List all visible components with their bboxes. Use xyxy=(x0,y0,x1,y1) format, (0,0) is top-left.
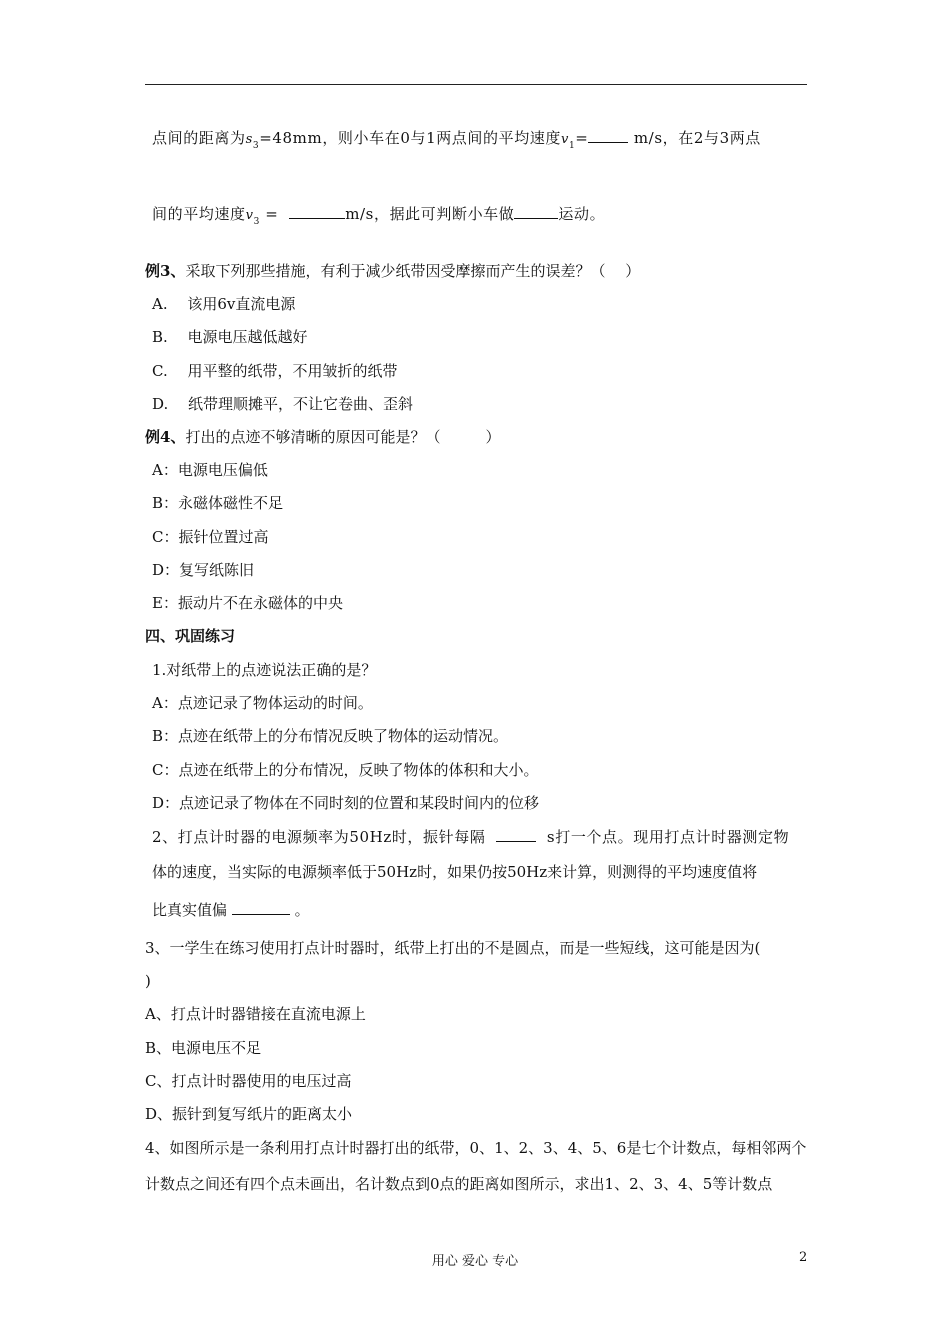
symbol-s3: $s_3$ xyxy=(245,132,260,151)
option-line: D：复写纸陈旧 xyxy=(152,561,255,579)
option-line: A、打点计时器错接在直流电源上 xyxy=(145,1005,366,1023)
question-2-line: 体的速度，当实际的电源频率低于50Hz时，如果仍按50Hz来计算，则测得的平均速度值将 xyxy=(152,863,758,881)
footer-motto: 用心 爱心 专心 xyxy=(431,1254,519,1269)
question-4-line: 计数点之间还有四个点未画出，名计数点到0点的距离如图所示，求出1、2、3、4、5等计数点 xyxy=(145,1175,773,1193)
option-line: C、打点计时器使用的电压过高 xyxy=(145,1072,352,1090)
question-3-paren: ) xyxy=(145,972,151,990)
fill-blank[interactable] xyxy=(232,900,290,915)
text-fragment: = xyxy=(265,205,279,223)
text-fragment: = xyxy=(575,129,589,147)
option-line: A. 该用6v直流电源 xyxy=(152,295,296,313)
option-line: B：点迹在纸带上的分布情况反映了物体的运动情况。 xyxy=(152,727,509,745)
fill-blank[interactable] xyxy=(496,827,536,842)
question-2-line: 比真实值偏 。 xyxy=(152,901,310,919)
symbol-v1: $v_1$ xyxy=(561,132,576,151)
option-line: C：点迹在纸带上的分布情况，反映了物体的体积和大小。 xyxy=(152,761,539,779)
question-2-line: 2、打点计时器的电源频率为50Hz时，振针每隔 s打一个点。现用打点计时器测定物 xyxy=(152,828,790,846)
header-rule xyxy=(145,84,807,85)
text-fragment: 间的平均速度 xyxy=(152,205,246,223)
text-line xyxy=(152,204,605,227)
fill-blank[interactable] xyxy=(289,204,345,219)
option-line: D、振针到复写纸片的距离太小 xyxy=(145,1105,353,1123)
example-4-question: 例4、打出的点迹不够清晰的原因可能是？（ ） xyxy=(145,428,501,446)
question-4-line: 4、如图所示是一条利用打点计时器打出的纸带，0、1、2、3、4、5、6是七个计数点，每相邻两个 xyxy=(145,1139,807,1157)
text-fragment: 运动。 xyxy=(558,205,606,223)
fill-blank[interactable] xyxy=(588,128,628,143)
text-fragment: m/s，据此可判断小车做 xyxy=(345,205,515,223)
option-line: D：点迹记录了物体在不同时刻的位置和某段时间内的位移 xyxy=(152,794,540,812)
page-number: 2 xyxy=(799,1250,808,1265)
option-line: B. 电源电压越低越好 xyxy=(152,328,308,346)
question-3: 3、一学生在练习使用打点计时器时，纸带上打出的不是圆点，而是一些短线，这可能是因为( xyxy=(145,939,761,957)
symbol-v3: $v_3$ xyxy=(245,208,260,227)
option-line: C. 用平整的纸带，不用皱折的纸带 xyxy=(152,362,398,380)
option-line: A：点迹记录了物体运动的时间。 xyxy=(152,694,373,712)
text-fragment: m/s，在2与3两点 xyxy=(633,129,761,147)
text-fragment: =48mm，则小车在0与1两点间的平均速度 xyxy=(259,129,562,147)
text-fragment: 点间的距离为 xyxy=(152,129,246,147)
question-1: 1.对纸带上的点迹说法正确的是？ xyxy=(152,661,377,679)
option-line: C：振针位置过高 xyxy=(152,528,269,546)
option-line: D. 纸带理顺摊平，不让它卷曲、歪斜 xyxy=(152,395,414,413)
option-line: E：振动片不在永磁体的中央 xyxy=(152,594,343,612)
option-line: B、电源电压不足 xyxy=(145,1039,262,1057)
example-3-question: 例3、采取下列那些措施，有利于减少纸带因受摩擦而产生的误差？（ ） xyxy=(145,262,641,280)
option-line: B：永磁体磁性不足 xyxy=(152,494,284,512)
option-line: A：电源电压偏低 xyxy=(152,461,268,479)
section-heading: 四、巩固练习 xyxy=(145,627,236,645)
text-line xyxy=(152,128,761,151)
fill-blank[interactable] xyxy=(514,204,558,219)
